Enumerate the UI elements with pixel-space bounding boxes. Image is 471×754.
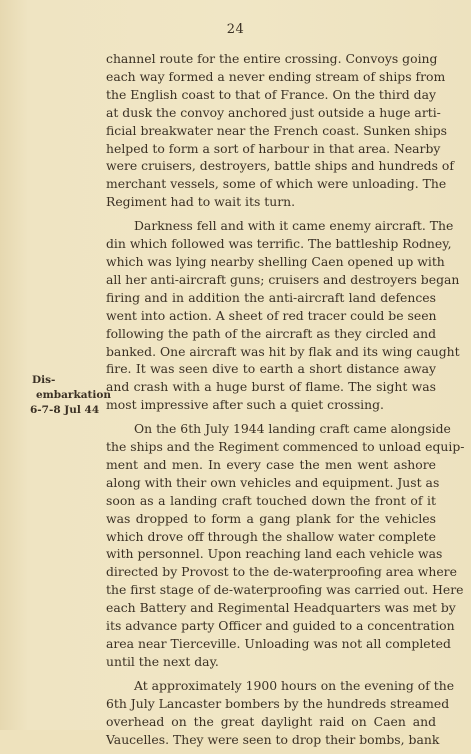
text-line: fire. It was seen dive to earth a short distance away [106,361,436,377]
text-line: firing and in addition the anti-aircraft land defences [106,289,436,305]
margin-note-line: Dis- [32,374,56,386]
text-line: area near Tierceville. Unloading was not all completed [106,636,451,651]
text-line: Vaucelles. They were seen to drop their bombs, bank [106,731,440,747]
text-line: merchant vessels, some of which were unloading. The [106,176,447,192]
text-line: most impressive after such a quiet crossing. [106,397,384,413]
text-line: until the next day. [106,653,219,669]
text-line: banked. One aircraft was hit by flak and its wing caught [106,343,460,359]
text-line: and crash with a huge burst of flame. The sight was [106,379,436,395]
page-number: 24 [226,22,245,37]
text-line: On the 6th July 1944 landing craft came alongside [134,421,451,437]
text-line: Darkness fell and with it came enemy aircraft. The [134,218,454,234]
text-line: following the path of the aircraft as they circled and [106,325,436,341]
text-line: soon as a landing craft touched down the front of it [106,492,436,508]
text-line: 6th July Lancaster bombers by the hundreds streamed [106,695,450,711]
text-line: along with their own vehicles and equipment. Just as [106,474,440,490]
paragraph [106,420,465,671]
text-line: each way formed a never ending stream of ships from [106,68,446,84]
text-line: Regiment had to wait its turn. [106,194,296,210]
margin-note-line: embarkation [36,389,112,401]
text-line: ment and men. In every case the men went ashore [106,456,436,472]
text-line: overhead on the great daylight raid on Caen and [106,713,436,729]
text-line: which drove off through the shallow water complete [106,528,436,544]
text-line: ficial breakwater near the French coast. Sunken ships [106,122,447,138]
text-line: the English coast to that of France. On the third day [106,86,436,102]
text-line: went into action. A sheet of red tracer could be seen [106,307,437,323]
text-line: its advance party Officer and guided to a concentration [106,618,455,634]
text-line: which was lying nearby shelling Caen opened up with [106,253,445,269]
margin-note [30,373,111,418]
text-line: directed by Provost to the de-waterproofing area where [106,564,457,580]
body-text [106,50,465,754]
paragraph [106,217,460,414]
text-line: the ships and the Regiment commenced to unload equip- [106,439,465,455]
text-line: each Battery and Regimental Headquarters was met by [106,600,456,616]
text-line: At approximately 1900 hours on the evening of the [134,677,455,693]
text-line: with personnel. Upon reaching land each vehicle was [106,546,443,562]
text-line: at dusk the convoy anchored just outside a huge arti- [106,104,441,120]
text-line: were cruisers, destroyers, battle ships and hundreds of [106,158,454,174]
text-line: was dropped to form a gang plank for the vehicles [106,510,436,526]
text-line: the first stage of de-waterproofing was carried out. Here [106,582,464,598]
text-line: channel route for the entire crossing. Convoys going [106,51,438,66]
paragraph [106,50,454,211]
margin-note-line: 6-7-8 Jul 44 [30,404,100,416]
text-line: all her anti-aircraft guns; cruisers and destroyers began [106,271,460,287]
paragraph [106,677,455,749]
text-line: helped to form a sort of harbour in that area. Nearby [106,140,441,156]
text-line: din which followed was terrific. The battleship Rodney, [106,236,452,252]
